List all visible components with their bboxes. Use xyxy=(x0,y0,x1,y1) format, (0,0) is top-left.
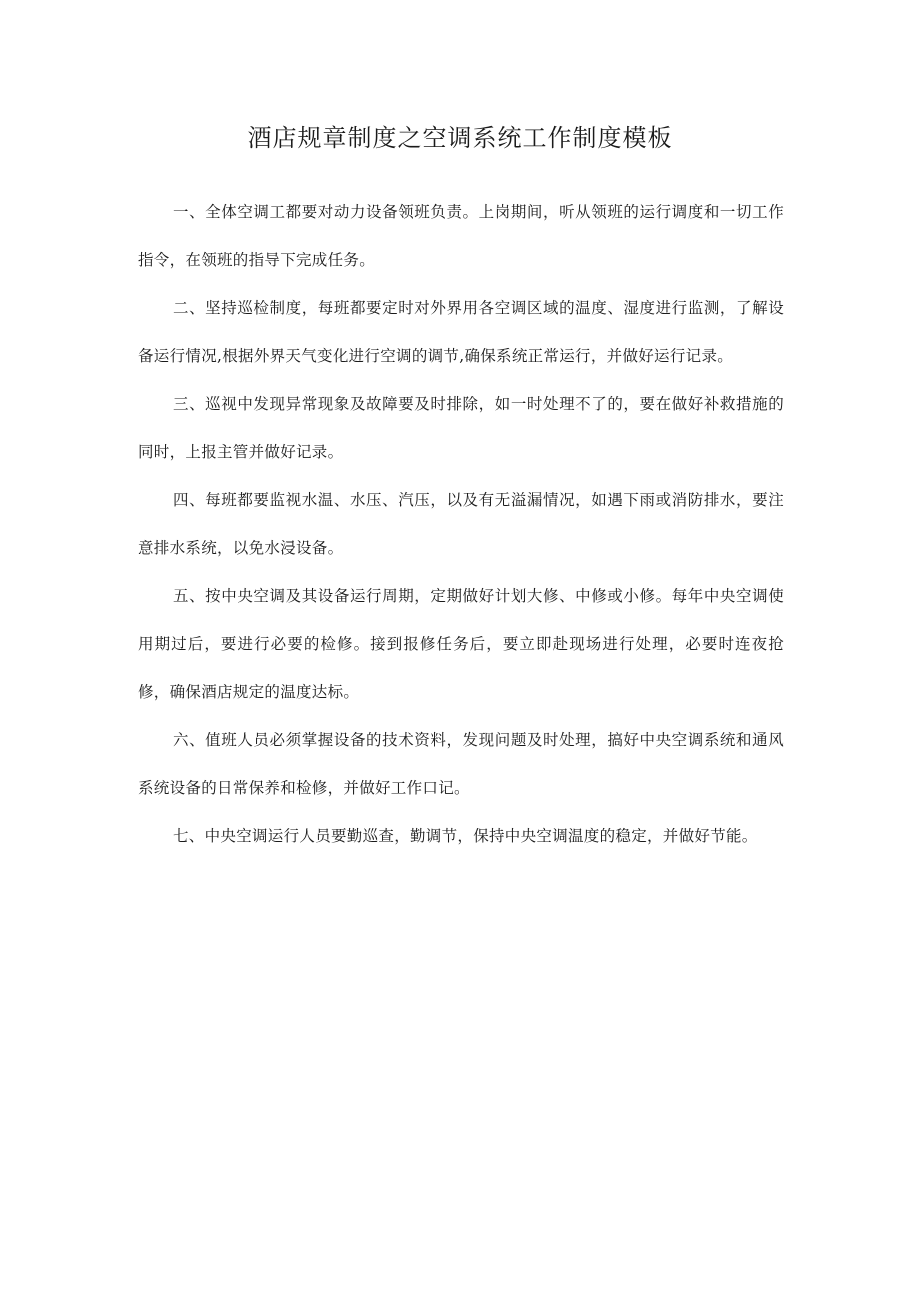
paragraph-4: 四、每班都要监视水温、水压、汽压，以及有无溢漏情况，如遇下雨或消防排水，要注意排水系统，以免水浸设备。 xyxy=(138,491,784,557)
paragraph-1: 一、全体空调工都要对动力设备领班负责。上岗期间，听从领班的运行调度和一切工作指令，在领班的指导下完成任务。 xyxy=(138,203,784,269)
document-body xyxy=(138,188,784,860)
paragraph-2: 二、坚持巡检制度，每班都要定时对外界用各空调区域的温度、湿度进行监测，了解设备运行情况,根据外界天气变化进行空调的调节,确保系统正常运行，并做好运行记录。 xyxy=(138,299,784,365)
paragraph-6: 六、值班人员必须掌握设备的技术资料，发现问题及时处理，搞好中央空调系统和通风系统设备的日常保养和检修，并做好工作口记。 xyxy=(138,731,784,797)
document-title: 酒店规章制度之空调系统工作制度模板 xyxy=(247,124,673,152)
paragraph-5: 五、按中央空调及其设备运行周期，定期做好计划大修、中修或小修。每年中央空调使用期过后，要进行必要的检修。接到报修任务后，要立即赴现场进行处理，必要时连夜抢修，确保酒店规定的温度达标。 xyxy=(138,587,784,701)
paragraph-3: 三、巡视中发现异常现象及故障要及时排除，如一时处理不了的，要在做好补救措施的同时，上报主管并做好记录。 xyxy=(138,395,784,461)
paragraph-7: 七、中央空调运行人员要勤巡查，勤调节，保持中央空调温度的稳定，并做好节能。 xyxy=(173,827,758,845)
